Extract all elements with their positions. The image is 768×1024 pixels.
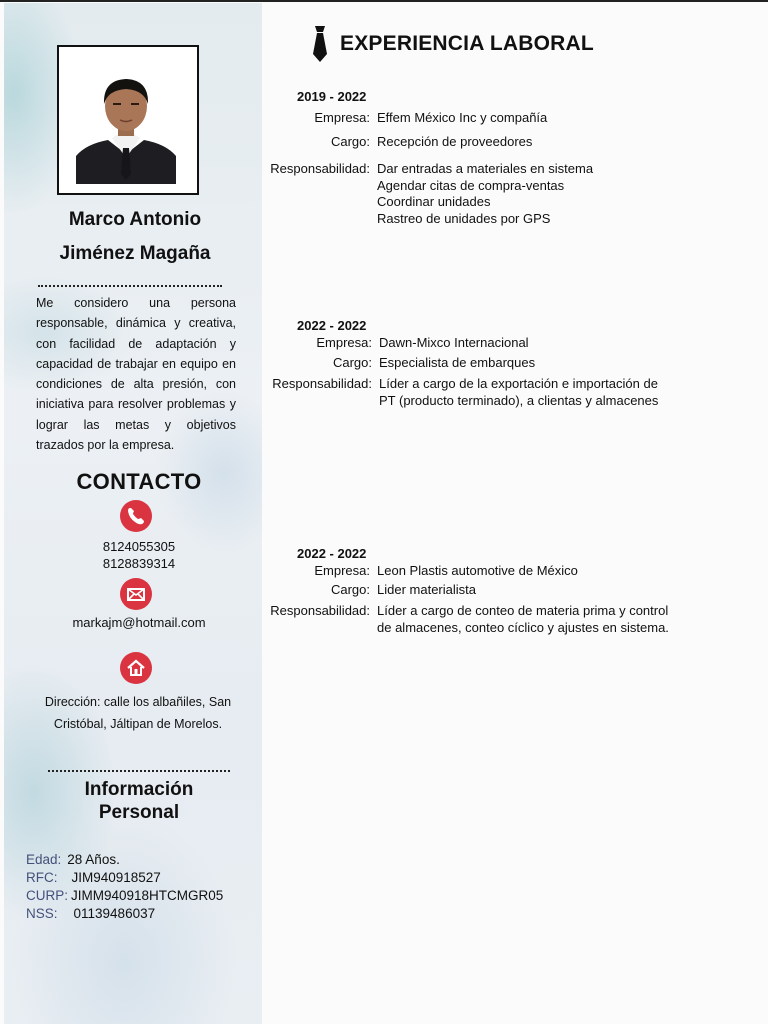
home-icon xyxy=(120,652,152,684)
contact-heading: CONTACTO xyxy=(76,469,202,494)
role-label: Cargo: xyxy=(332,355,372,370)
company-value: Effem México Inc y compañía xyxy=(377,110,548,125)
personal-info-list xyxy=(26,851,223,923)
tie-icon xyxy=(311,26,329,62)
company-label: Empresa: xyxy=(314,110,370,125)
name-first-line: Marco Antonio xyxy=(68,209,202,230)
job-period: 2019 - 2022 xyxy=(297,89,367,104)
duty-item: Agendar citas de compra-ventas xyxy=(377,177,565,193)
role-label: Cargo: xyxy=(330,582,370,597)
phone-number-1: 8124055305 xyxy=(102,539,176,554)
company-value: Leon Plastis automotive de México xyxy=(377,563,578,578)
personal-info-heading-line-1: Información xyxy=(84,779,194,800)
personal-info-row xyxy=(26,869,223,887)
company-value: Dawn-Mixco Internacional xyxy=(379,335,529,350)
duty-item: Rastreo de unidades por GPS xyxy=(377,210,551,226)
duty-item: Líder a cargo de conteo de materia prima y control xyxy=(377,603,669,618)
role-label: Cargo: xyxy=(330,134,370,149)
curp-label: CURP: xyxy=(26,888,69,903)
duty-item: Dar entradas a materiales en sistema xyxy=(377,161,594,176)
sidebar xyxy=(4,3,262,1024)
address-line-1: Dirección: calle los albañiles, San xyxy=(44,695,232,709)
duty-item: Coordinar unidades xyxy=(377,194,491,209)
phone-icon xyxy=(120,500,152,532)
name-second-line: Jiménez Magaña xyxy=(59,243,211,264)
duty-item: PT (producto terminado), a clientas y almacenes xyxy=(379,392,659,408)
personal-info-heading xyxy=(4,778,274,824)
job-period: 2022 - 2022 xyxy=(297,546,367,561)
role-value: Lider materialista xyxy=(377,582,476,597)
email-address: markajm@hotmail.com xyxy=(72,615,206,630)
person-portrait-icon xyxy=(76,74,176,184)
duties-list xyxy=(379,376,658,409)
address-line-2: Cristóbal, Jáltipan de Morelos. xyxy=(53,717,223,731)
duties-list xyxy=(377,161,593,227)
duties-label: Responsabilidad: xyxy=(270,161,370,176)
top-border xyxy=(0,0,768,2)
dotted-divider xyxy=(38,285,222,287)
nss-value: 01139486037 xyxy=(73,906,156,921)
address xyxy=(38,691,238,735)
job-period: 2022 - 2022 xyxy=(297,318,367,333)
phone-number-2: 8128839314 xyxy=(102,556,176,571)
personal-info-heading-line-2: Personal xyxy=(98,802,180,823)
age-label: Edad: xyxy=(26,852,62,867)
personal-info-row xyxy=(26,905,223,923)
experience-heading: EXPERIENCIA LABORAL xyxy=(340,32,594,55)
mail-icon xyxy=(120,578,152,610)
personal-info-row xyxy=(26,887,223,905)
company-label: Empresa: xyxy=(314,563,370,578)
duties-label: Responsabilidad: xyxy=(272,376,372,391)
duties-label: Responsabilidad: xyxy=(270,603,370,618)
company-label: Empresa: xyxy=(316,335,372,350)
role-value: Recepción de proveedores xyxy=(377,134,533,149)
curp-value: JIMM940918HTCMGR05 xyxy=(71,888,224,903)
rfc-label: RFC: xyxy=(26,870,58,885)
rfc-value: JIM940918527 xyxy=(71,870,161,885)
profile-photo xyxy=(57,45,199,195)
dotted-divider xyxy=(48,770,230,772)
duty-item: de almacenes, conteo cíclico y ajustes en sistema. xyxy=(377,619,669,635)
duties-list xyxy=(377,603,669,636)
role-value: Especialista de embarques xyxy=(379,355,536,370)
personal-info-row xyxy=(26,851,223,869)
age-value: 28 Años. xyxy=(67,852,120,867)
nss-label: NSS: xyxy=(26,906,58,921)
profile-summary: Me considero una persona responsable, dinámica y creativa, con facilidad de adaptación y capacidad de trabajar en equipo en condiciones de alta presión, con iniciativa para resolver problemas y lograr las metas y objetivos trazados por la empresa. xyxy=(36,296,236,453)
duty-item: Líder a cargo de la exportación e importación de xyxy=(379,376,658,391)
